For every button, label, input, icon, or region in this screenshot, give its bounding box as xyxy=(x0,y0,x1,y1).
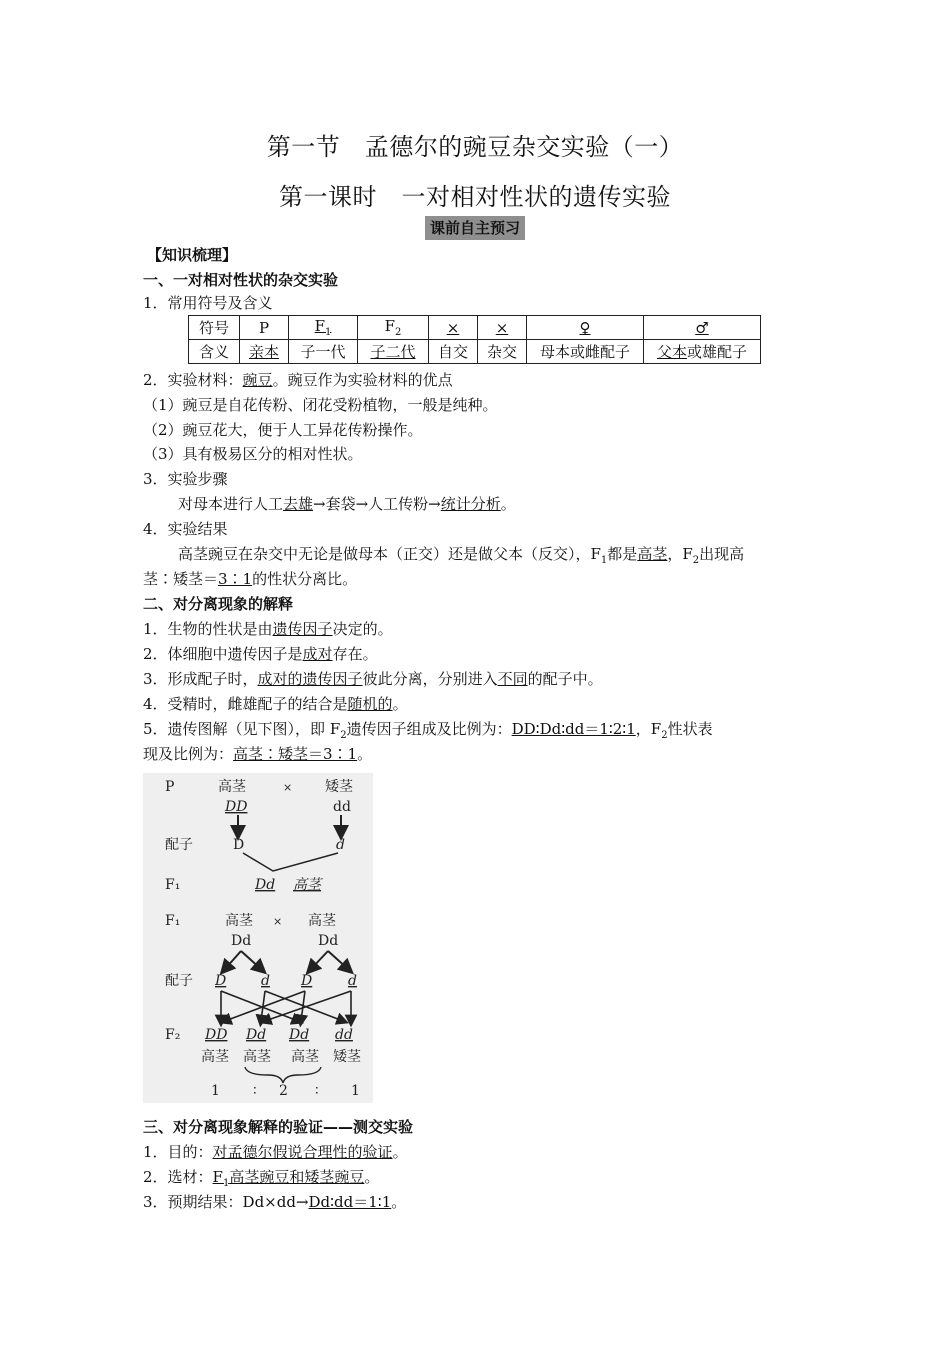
table-cell: $F_1$ xyxy=(289,316,358,340)
table-row xyxy=(189,340,761,364)
P-tall-label: 高茎 xyxy=(218,779,246,795)
symbol-table xyxy=(188,315,761,364)
gamete-D-1: D xyxy=(215,973,227,989)
label-F1: F₁ xyxy=(165,877,181,893)
item-symbols: 1．常用符号及含义 xyxy=(143,294,273,312)
ratio-2: 2 xyxy=(279,1083,288,1099)
test-purpose: 1．目的：对孟德尔假说合理性的验证。 xyxy=(143,1143,408,1161)
lesson-title: 第一课时 一对相对性状的遗传实验 xyxy=(279,183,671,211)
result-line-2: 茎∶矮茎＝3∶1的性状分离比。 xyxy=(143,570,358,588)
table-cell: 含义 xyxy=(189,340,240,364)
steps-text: 对母本进行人工去雄→套袋→人工传粉→统计分析。 xyxy=(178,495,516,513)
F2-DD: DD xyxy=(205,1027,228,1043)
F1-cross: × xyxy=(273,915,283,928)
table-cell: P xyxy=(240,316,289,340)
label-F1-2: F₁ xyxy=(165,913,181,929)
section1-heading: 一、一对相对性状的杂交实验 xyxy=(143,271,339,289)
F2-tall-1: 高茎 xyxy=(201,1049,229,1065)
result-line-1: 高茎豌豆在杂交中无论是做母本（正交）还是做父本（反交），$F_1$都是高茎，$F_2$出现高 xyxy=(178,545,745,566)
F2-Dd-1: Dd xyxy=(246,1027,267,1043)
F1-tall: 高茎 xyxy=(293,877,321,893)
gamete-D: D xyxy=(233,837,245,853)
table-cell: ⨯ xyxy=(478,316,527,340)
explain-4: 4．受精时，雌雄配子的结合是随机的。 xyxy=(143,695,408,713)
explain-3: 3．形成配子时，成对的遗传因子彼此分离，分别进入不同的配子中。 xyxy=(143,670,603,688)
F2-Dd-2: Dd xyxy=(289,1027,310,1043)
genetic-diagram xyxy=(143,773,373,1103)
label-gamete-2: 配子 xyxy=(165,973,193,989)
ratio-1: 1 xyxy=(211,1083,220,1099)
item-material: 2．实验材料：豌豆。豌豆作为实验材料的优点 xyxy=(143,371,453,389)
preview-badge: 课前自主预习 xyxy=(425,216,525,240)
label-gamete-1: 配子 xyxy=(165,837,193,853)
explain-5: 5．遗传图解（见下图），即 $F_2$遗传因子组成及比例为：DD∶Dd∶dd＝1∶2∶1，$F_2$性状表 xyxy=(143,720,713,741)
item-steps: 3．实验步骤 xyxy=(143,470,228,488)
gamete-D-2: D xyxy=(301,973,313,989)
table-cell: ♀ xyxy=(527,316,644,340)
table-cell: 子二代 xyxy=(358,340,429,364)
table-cell: $F_2$ xyxy=(358,316,429,340)
table-cell: 自交 xyxy=(429,340,478,364)
label-F2: F₂ xyxy=(165,1027,181,1043)
item-result: 4．实验结果 xyxy=(143,520,228,538)
test-expected: 3．预期结果：Dd×dd→Dd∶dd＝1∶1。 xyxy=(143,1193,407,1211)
test-material: 2．选材：$F_1$高茎豌豆和矮茎豌豆。 xyxy=(143,1168,380,1189)
table-cell: 符号 xyxy=(189,316,240,340)
F2-short: 矮茎 xyxy=(333,1049,361,1065)
P-DD: DD xyxy=(225,799,248,815)
P-dd: dd xyxy=(333,799,351,815)
genetic-diagram-svg xyxy=(143,773,373,1103)
P-short-label: 矮茎 xyxy=(325,779,353,795)
table-cell: 亲本 xyxy=(240,340,289,364)
table-cell: ♂ xyxy=(644,316,761,340)
knowledge-heading: 【知识梳理】 xyxy=(147,246,238,264)
ratio-3: 1 xyxy=(351,1083,360,1099)
gamete-d: d xyxy=(336,837,345,853)
F2-tall-3: 高茎 xyxy=(291,1049,319,1065)
table-cell: 杂交 xyxy=(478,340,527,364)
gamete-d-1: d xyxy=(261,973,270,989)
F1-tall-left: 高茎 xyxy=(225,913,253,929)
gamete-d-2: d xyxy=(348,973,357,989)
label-P: P xyxy=(165,779,175,795)
advantage-3: （3）具有极易区分的相对性状。 xyxy=(143,445,363,463)
table-cell: 父本或雄配子 xyxy=(644,340,761,364)
explain-2: 2．体细胞中遗传因子是成对存在。 xyxy=(143,645,378,663)
advantage-1: （1）豌豆是自花传粉、闭花受粉植物，一般是纯种。 xyxy=(143,396,498,414)
table-cell: 子一代 xyxy=(289,340,358,364)
explain-1: 1．生物的性状是由遗传因子决定的。 xyxy=(143,620,393,638)
table-cell: 母本或雌配子 xyxy=(527,340,644,364)
table-cell: × xyxy=(429,316,478,340)
explain-6: 现及比例为：高茎∶矮茎＝3∶1。 xyxy=(143,745,373,763)
ratio-colon-2: ∶ xyxy=(315,1083,319,1099)
F1-Dd-left: Dd xyxy=(231,933,252,949)
table-row xyxy=(189,316,761,340)
F1-Dd-right: Dd xyxy=(318,933,339,949)
F1-Dd: Dd xyxy=(255,877,276,893)
F2-tall-2: 高茎 xyxy=(243,1049,271,1065)
section3-heading: 三、对分离现象解释的验证——测交实验 xyxy=(143,1118,414,1136)
page-title: 第一节 孟德尔的豌豆杂交实验（一） xyxy=(266,133,684,161)
P-cross: × xyxy=(283,781,293,794)
F1-tall-right: 高茎 xyxy=(308,913,336,929)
section2-heading: 二、对分离现象的解释 xyxy=(143,595,294,613)
F2-dd: dd xyxy=(335,1027,353,1043)
advantage-2: （2）豌豆花大，便于人工异花传粉操作。 xyxy=(143,421,423,439)
ratio-colon-1: ∶ xyxy=(253,1083,257,1099)
